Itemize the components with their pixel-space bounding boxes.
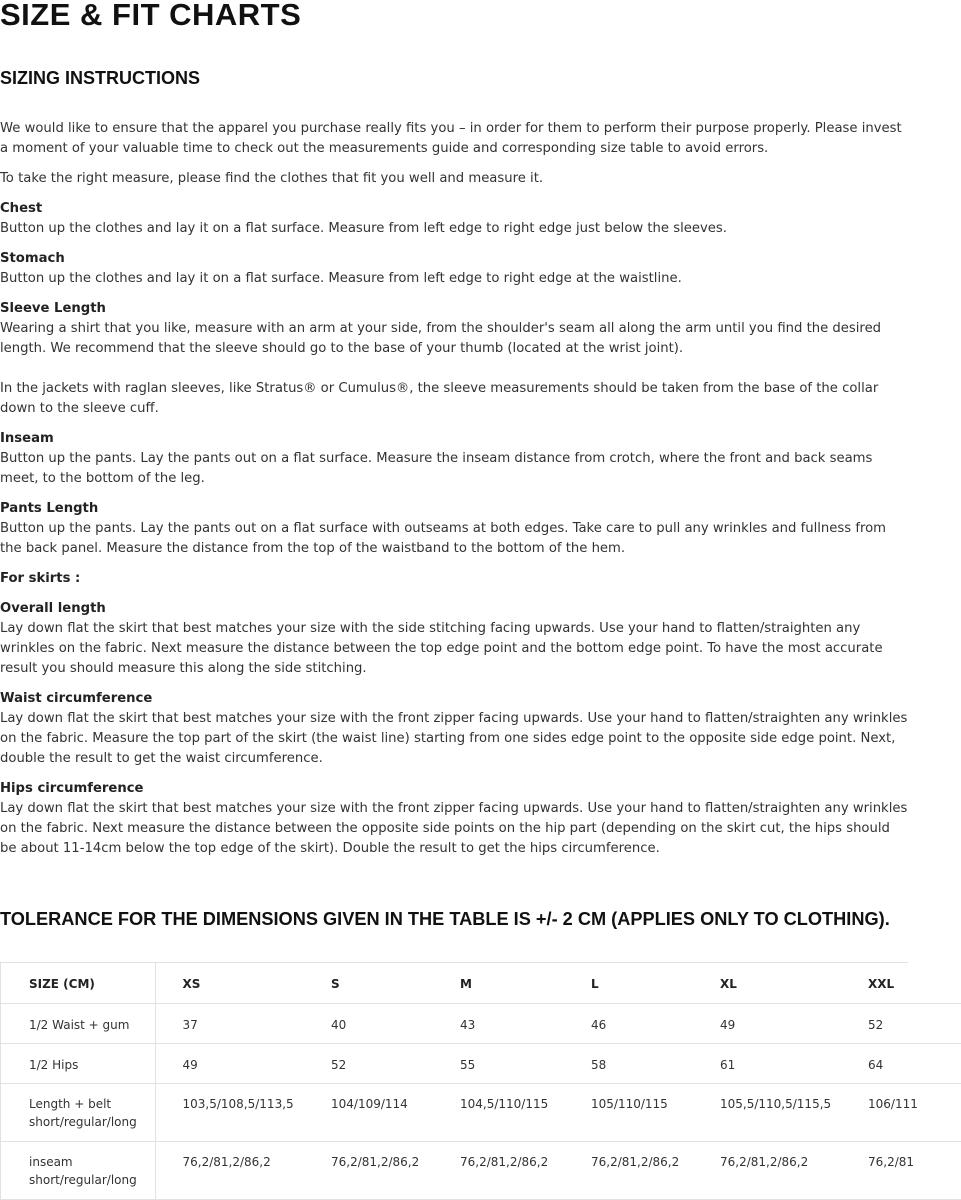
- table-row-label: 1/2 Hips: [1, 1043, 155, 1083]
- measure-description: Lay down flat the skirt that best matches your size with the front zipper facing upwards. Use your hand to flatten/straighten any wrinkles on the fabric. Measure the top part of the skirt (the waist line) starting from one sides edge point to the opposite side edge point. Next, double the result to get the waist circumference.: [0, 711, 908, 766]
- measure-inseam: [0, 429, 908, 489]
- intro-paragraph: We would like to ensure that the apparel you purchase really fits you – in order for them to perform their purpose properly. Please invest a moment of your valuable time to check out the measurements guide and corresponding size table to avoid errors.: [0, 121, 902, 156]
- table-header-cell: M: [460, 977, 472, 991]
- table-row: [1, 1141, 961, 1199]
- table-cell: 105,5/110,5/115,5: [720, 1096, 832, 1111]
- table-cell: 52: [868, 1017, 884, 1032]
- table-header-row: [1, 963, 961, 1003]
- table-header-cell: XL: [720, 977, 737, 991]
- measure-term: Chest: [0, 201, 43, 216]
- table-row-label: inseam short/regular/long: [1, 1141, 155, 1199]
- measure-term: Overall length: [0, 601, 106, 616]
- size-table-container: [0, 962, 918, 1200]
- measure-description: Button up the clothes and lay it on a flat surface. Measure from left edge to right edge at the waistline.: [0, 271, 682, 286]
- table-cell: 76,2/81,2/86,2: [720, 1154, 809, 1169]
- table-cell: 64: [868, 1057, 884, 1072]
- measure-hips-circumference: [0, 779, 908, 859]
- table-cell: 76,2/81,2/86,2: [331, 1154, 420, 1169]
- table-cell: 49: [182, 1057, 198, 1072]
- measure-term: Sleeve Length: [0, 301, 106, 316]
- table-cell: 103,5/108,5/113,5: [182, 1096, 294, 1111]
- measure-term: Waist circumference: [0, 691, 153, 706]
- table-header-cell: XS: [182, 977, 201, 991]
- table-cell: 40: [331, 1017, 347, 1032]
- table-cell: 46: [591, 1017, 607, 1032]
- table-cell: 104,5/110/115: [460, 1096, 549, 1111]
- measure-term: Stomach: [0, 251, 65, 266]
- page-title: SIZE & FIT CHARTS: [0, 0, 302, 32]
- sizing-instructions-content: [0, 119, 908, 869]
- measure-description: Lay down flat the skirt that best matches your size with the side stitching facing upwards. Use your hand to flatten/straighten any wrinkles on the fabric. Next measure the distance between the top edge point and the bottom edge point. To have the most accurate result you should measure this along the side stitching.: [0, 621, 883, 676]
- measure-pants-length: [0, 499, 908, 559]
- measure-term: Hips circumference: [0, 781, 144, 796]
- measure-stomach: [0, 249, 908, 289]
- table-cell: 106/111: [868, 1096, 918, 1111]
- section-heading-sizing-instructions: SIZING INSTRUCTIONS: [0, 68, 201, 88]
- skirts-label: [0, 569, 908, 589]
- intro-paragraph-measure: To take the right measure, please find the clothes that fit you well and measure it.: [0, 171, 544, 186]
- table-cell: 58: [591, 1057, 607, 1072]
- table-cell: 76,2/81: [868, 1154, 915, 1169]
- table-cell: 76,2/81,2/86,2: [182, 1154, 271, 1169]
- measure-term: Pants Length: [0, 501, 99, 516]
- table-cell: 104/109/114: [331, 1096, 408, 1111]
- table-row: [1, 1083, 961, 1141]
- table-cell: 105/110/115: [591, 1096, 668, 1111]
- measure-sleeve-length: [0, 299, 908, 419]
- table-header-cell: L: [591, 977, 599, 991]
- measure-description-raglan: In the jackets with raglan sleeves, like Stratus® or Cumulus®, the sleeve measurements should be taken from the base of the collar down to the sleeve cuff.: [0, 381, 879, 416]
- table-cell: 43: [460, 1017, 476, 1032]
- table-cell: 49: [720, 1017, 736, 1032]
- measure-description: Button up the clothes and lay it on a flat surface. Measure from left edge to right edge just below the sleeves.: [0, 221, 727, 236]
- table-cell: 76,2/81,2/86,2: [591, 1154, 680, 1169]
- skirts-label-text: For skirts :: [0, 571, 81, 586]
- paragraph-gap: [0, 359, 908, 379]
- table-cell: 76,2/81,2/86,2: [460, 1154, 549, 1169]
- size-table: [1, 963, 961, 1200]
- table-cell: 52: [331, 1057, 347, 1072]
- table-header-cell: XXL: [868, 977, 895, 991]
- table-cell: 37: [182, 1017, 198, 1032]
- table-row: [1, 1003, 961, 1043]
- table-cell: 55: [460, 1057, 476, 1072]
- table-cell: 61: [720, 1057, 736, 1072]
- measure-overall-length: [0, 599, 908, 679]
- table-row: [1, 1043, 961, 1083]
- measure-description: Button up the pants. Lay the pants out on a flat surface with outseams at both edges. Take care to pull any wrinkles and fullness from the back panel. Measure the distance from the top of the waistband to the bottom of the hem.: [0, 521, 887, 556]
- measure-term: Inseam: [0, 431, 54, 446]
- measure-waist-circumference: [0, 689, 908, 769]
- tolerance-heading: TOLERANCE FOR THE DIMENSIONS GIVEN IN THE TABLE IS +/- 2 CM (APPLIES ONLY TO CLOTHING).: [0, 909, 890, 929]
- table-header-cell: SIZE (CM): [1, 963, 155, 1003]
- measure-chest: [0, 199, 908, 239]
- table-header-cell: S: [331, 977, 340, 991]
- table-row-label: 1/2 Waist + gum: [1, 1003, 155, 1043]
- measure-description: Button up the pants. Lay the pants out on a flat surface. Measure the inseam distance from crotch, where the front and back seams meet, to the bottom of the leg.: [0, 451, 873, 486]
- measure-description: Wearing a shirt that you like, measure with an arm at your side, from the shoulder's seam all along the arm until you find the desired length. We recommend that the sleeve should go to the base of your thumb (located at the wrist joint).: [0, 321, 882, 356]
- measure-description: Lay down flat the skirt that best matches your size with the front zipper facing upwards. Use your hand to flatten/straighten any wrinkles on the fabric. Next measure the distance between the opposite side points on the hip part (depending on the skirt cut, the hips should be about 11-14cm below the top edge of the skirt). Double the result to get the hips circumference.: [0, 801, 908, 856]
- table-row-label: Length + belt short/regular/long: [1, 1083, 155, 1141]
